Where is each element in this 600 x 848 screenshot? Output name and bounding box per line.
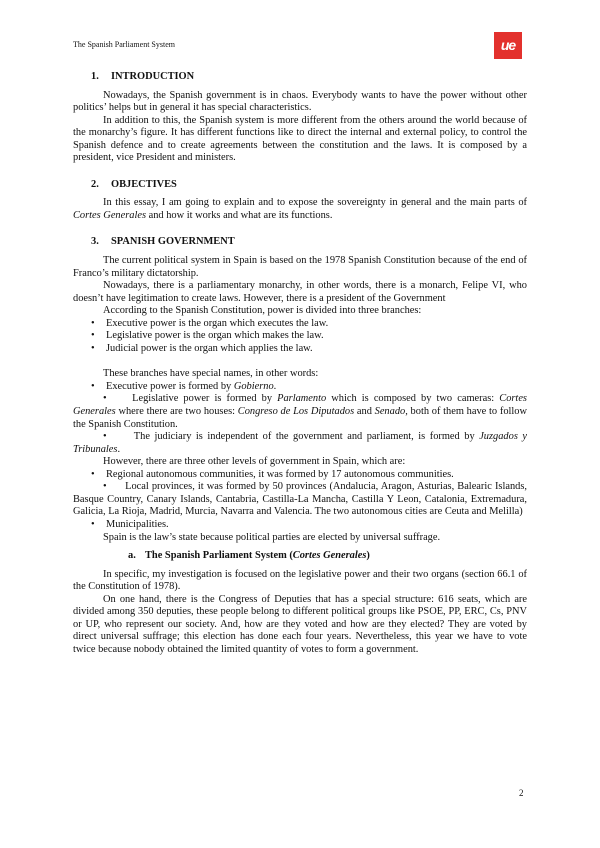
paragraph: In specific, my investigation is focused on the legislative power and their two organs (section 66.1 of the Constitution of 1978). — [73, 568, 527, 593]
list-item: • The judiciary is independent of the government and parliament, is formed by Juzgados y Tribunales. — [73, 431, 527, 455]
paragraph: In addition to this, the Spanish system is more different from the others around the world because of the monarchy’s figure. It has different functions like to direct the internal and external policy, to control the Spanish defence and to create agreements between the constitution and the laws. It is composed by a president, vice President and ministers. — [73, 114, 527, 164]
paragraph: However, there are three other levels of government in Spain, which are: — [103, 456, 406, 468]
list-item: • Executive power is formed by Gobierno. — [91, 380, 277, 392]
university-logo: ue — [494, 32, 522, 59]
paragraph: In this essay, I am going to explain and to expose the sovereignty in general and the main parts of Cortes Generales and how it works and what are its functions. — [73, 197, 527, 221]
section-1-heading: 1. INTRODUCTION — [91, 71, 195, 82]
paragraph: Spain is the law’s state because political parties are elected by universal suffrage. — [103, 531, 441, 543]
list-item: • Legislative power is formed by Parlamento which is composed by two cameras: Cortes Generales where there are two houses: Congreso de Los Diputados and Senado, both of them have to follow the Spanish Constitution. — [73, 393, 527, 430]
paragraph: The current political system in Spain is based on the 1978 Spanish Constitution because of the end of Franco’s military dictatorship. — [73, 255, 527, 279]
paragraph: These branches have special names, in other words: — [103, 368, 319, 380]
list-item: • Local provinces, it was formed by 50 provinces (Andalucia, Aragon, Asturias, Balearic Islands, Basque Country, Canary Islands, Cantabria, Castilla-La Mancha, Castilla Y Leon, Catalonia, Extremadura, Galicia, La Rioja, Madrid, Murcia, Navarra and Valencia. The two autonomous cities are Ceuta and Melilla) — [73, 481, 527, 518]
list-item: • Legislative power is the organ which makes the law. — [91, 330, 324, 342]
document-body — [73, 71, 527, 656]
header-title: The Spanish Parliament System — [73, 40, 175, 49]
paragraph: Nowadays, the Spanish government is in chaos. Everybody wants to have the power without other politics’ helps but in general it has special characteristics. — [73, 89, 527, 114]
paragraph: On one hand, there is the Congress of Deputies that has a special structure: 616 seats, which are divided among 350 deputies, these people belong to different political groups like PSOE, PP, ERC, Cs, PNV or UP, who represent our society. And, how are they voted and how are they elected? They are voted by direct universal suffrage; this election has done each four years. Nevertheless, this year we have to vote twice because nobody obtained the limited quantity of votes to form a government. — [73, 593, 527, 655]
list-item: • Regional autonomous communities, it was formed by 17 autonomous communities. — [91, 468, 454, 480]
section-2-heading: 2. OBJECTIVES — [91, 178, 177, 190]
paragraph: Nowadays, there is a parliamentary monarchy, in other words, there is a monarch, Felipe VI, who doesn’t have legitimation to create laws. However, there is a president of the Government — [73, 280, 527, 304]
paragraph: According to the Spanish Constitution, power is divided into three branches: — [103, 305, 422, 317]
subsection-a-heading: a. The Spanish Parliament System (Cortes Generales) — [128, 550, 370, 562]
list-item: • Municipalities. — [91, 518, 169, 530]
section-3-heading: 3. SPANISH GOVERNMENT — [91, 236, 235, 248]
list-item: • Executive power is the organ which executes the law. — [91, 317, 329, 329]
page-number: 2 — [519, 788, 524, 798]
list-item: • Judicial power is the organ which applies the law. — [91, 342, 313, 354]
